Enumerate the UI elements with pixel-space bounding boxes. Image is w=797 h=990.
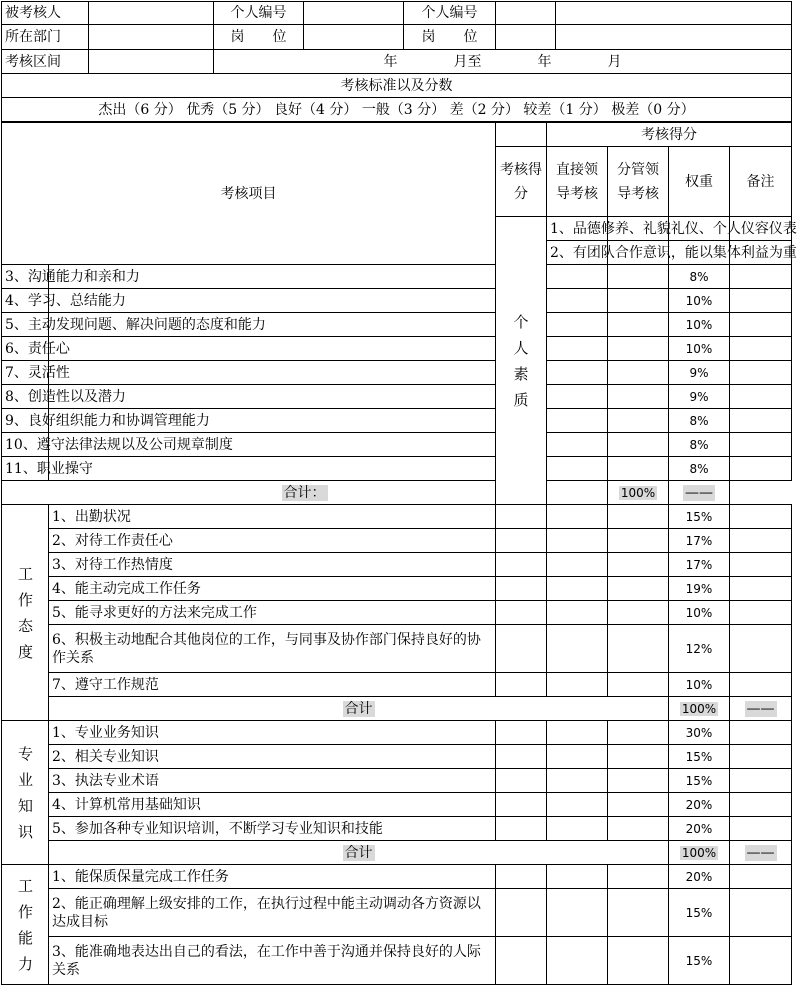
remark-cell[interactable] [730,601,792,625]
division-leader-score-cell[interactable] [608,601,669,625]
item-text: 3、沟通能力和亲和力 [2,265,49,289]
blank-cell[interactable] [556,25,792,50]
emp-no-field[interactable] [496,2,556,25]
weight-value: 10% [669,313,730,337]
table-row [2,745,792,769]
direct-leader-score-cell[interactable] [547,673,608,697]
division-leader-score-cell[interactable] [608,433,669,457]
table-row [2,793,792,817]
weight-value: 19% [669,577,730,601]
division-leader-score-cell[interactable] [608,865,669,889]
direct-leader-score-cell[interactable] [547,793,608,817]
self-score-cell[interactable] [496,625,547,673]
table-row [2,265,792,289]
item-text: 1、能保质保量完成工作任务 [49,865,496,889]
table-row [2,625,792,673]
division-leader-score-cell[interactable] [608,457,669,481]
direct-leader-score-cell[interactable] [547,457,608,481]
division-leader-score-cell[interactable] [608,529,669,553]
evaluatee-label: 被考核人 [2,2,89,25]
score-group-header: 考核得分 [547,123,792,147]
header-table [1,1,792,122]
division-leader-score-cell[interactable] [608,265,669,289]
table-row [2,889,792,937]
total-label: 合计 [344,844,373,861]
direct-leader-score-cell[interactable] [547,265,608,289]
table-row [2,313,792,337]
item-text: 7、遵守工作规范 [49,673,496,697]
self-score-cell[interactable] [496,793,547,817]
division-leader-score-cell[interactable] [608,409,669,433]
weight-value: 8% [669,265,730,289]
direct-leader-score-cell[interactable] [547,577,608,601]
item-text: 7、灵活性 [2,361,49,385]
direct-leader-score-cell[interactable] [547,337,608,361]
division-leader-header: 分管领导考核 [608,147,669,217]
direct-leader-score-cell[interactable] [547,625,608,673]
direct-leader-score-cell[interactable] [547,769,608,793]
table-row [2,553,792,577]
item-text: 4、学习、总结能力 [2,289,49,313]
weight-value: 15% [669,505,730,529]
remark-cell[interactable] [730,577,792,601]
self-score-cell[interactable] [496,865,547,889]
direct-leader-score-cell[interactable] [547,601,608,625]
remark-cell[interactable] [730,889,792,937]
section-label: 工作能力 [2,865,49,985]
self-score-cell[interactable] [496,553,547,577]
emp-no-label: 个人编号 [214,2,304,25]
item-text: 1、专业业务知识 [49,721,496,745]
direct-leader-header: 直接领导考核 [547,147,608,217]
weight-value: 17% [669,553,730,577]
self-score-cell[interactable] [496,505,547,529]
item-text: 1、品德修养、礼貌礼仪、个人仪容仪表 [547,217,608,241]
self-score-cell[interactable] [496,769,547,793]
weight-value: 10% [669,601,730,625]
table-row [2,865,792,889]
score-scale: 杰出（6 分） 优秀（5 分） 良好（4 分） 一般（3 分） 差（2 分） 较差（1 分） 极差（0 分） [2,98,792,122]
direct-leader-score-cell[interactable] [547,889,608,937]
remark-cell[interactable] [730,289,792,313]
weight-value: 10% [669,673,730,697]
self-score-cell[interactable] [496,601,547,625]
division-leader-score-cell[interactable] [608,721,669,745]
item-text: 2、对待工作责任心 [49,529,496,553]
direct-leader-score-cell[interactable] [547,385,608,409]
direct-leader-score-cell[interactable] [547,289,608,313]
self-score-cell[interactable] [496,745,547,769]
table-row [2,817,792,841]
direct-leader-score-cell[interactable] [547,865,608,889]
section-label: 专业知识 [2,721,49,865]
self-score-cell[interactable] [496,817,547,841]
direct-leader-score-cell[interactable] [547,745,608,769]
item-text: 10、遵守法律法规以及公司规章制度 [2,433,49,457]
remark-cell[interactable] [730,361,792,385]
item-text: 5、参加各种专业知识培训，不断学习专业知识和技能 [49,817,496,841]
division-leader-score-cell[interactable] [608,505,669,529]
division-leader-score-cell[interactable] [608,817,669,841]
weight-value: 15% [669,745,730,769]
self-score-header: 考核得分 [496,147,547,217]
table-row [2,457,792,481]
division-leader-score-cell[interactable] [608,625,669,673]
table-row [2,361,792,385]
table-row [2,937,792,985]
total-remark: —— [685,484,713,501]
item-text: 3、能准确地表达出自己的看法，在工作中善于沟通并保持良好的人际关系 [49,937,496,985]
direct-leader-score-cell[interactable] [547,505,608,529]
remark-cell[interactable] [730,721,792,745]
remark-cell[interactable] [730,457,792,481]
item-text: 5、主动发现问题、解决问题的态度和能力 [2,313,49,337]
item-text: 9、良好组织能力和协调管理能力 [2,409,49,433]
division-leader-score-cell[interactable] [608,385,669,409]
item-header: 考核项目 [2,123,496,265]
table-row [2,529,792,553]
item-text: 3、对待工作热情度 [49,553,496,577]
direct-leader-score-cell[interactable] [547,529,608,553]
remark-cell[interactable] [730,937,792,985]
direct-leader-score-cell[interactable] [547,409,608,433]
post-field[interactable] [304,25,404,50]
table-row [2,433,792,457]
self-score-cell[interactable] [49,457,496,481]
direct-leader-score-cell[interactable] [547,313,608,337]
dept-field[interactable] [89,25,214,50]
period-label: 考核区间 [2,50,89,74]
self-score-cell[interactable] [496,577,547,601]
division-leader-score-cell[interactable] [608,769,669,793]
table-row [2,673,792,697]
weight-value: 8% [669,433,730,457]
direct-leader-score-cell[interactable] [547,817,608,841]
remark-cell[interactable] [730,745,792,769]
post-label: 岗 位 [214,25,304,50]
total-weight: 100% [681,845,717,860]
weight-value: 9% [669,385,730,409]
item-text: 2、能正确理解上级安排的工作，在执行过程中能主动调动各方资源以达成目标 [49,889,496,937]
self-score-cell[interactable] [49,361,496,385]
division-leader-score-cell[interactable] [608,313,669,337]
weight-header: 权重 [669,147,730,217]
self-score-cell[interactable] [496,673,547,697]
weight-value: 10% [669,289,730,313]
self-score-cell[interactable] [496,529,547,553]
self-score-cell[interactable] [496,889,547,937]
weight-value: 8% [669,409,730,433]
division-leader-score-cell[interactable] [608,337,669,361]
total-remark: —— [746,700,775,717]
self-score-cell[interactable] [49,337,496,361]
remark-cell[interactable] [730,505,792,529]
item-text: 4、能主动完成工作任务 [49,577,496,601]
remark-cell[interactable] [730,313,792,337]
item-text: 4、计算机常用基础知识 [49,793,496,817]
total-label: 合计： [283,484,326,501]
period-range: 年 月至 年 月 [214,50,792,74]
emp-no-field[interactable] [304,2,404,25]
item-text: 5、能寻求更好的方法来完成工作 [49,601,496,625]
post-label: 岗 位 [404,25,496,50]
total-weight: 100% [681,701,717,716]
evaluation-table [1,122,797,985]
weight-value: 20% [669,865,730,889]
item-text: 3、执法专业术语 [49,769,496,793]
remark-cell[interactable] [730,673,792,697]
total-row [2,481,792,505]
remark-cell[interactable] [730,865,792,889]
dept-label: 所在部门 [2,25,89,50]
table-row [2,769,792,793]
direct-leader-score-cell[interactable] [547,937,608,985]
total-row [2,841,792,865]
division-leader-score-cell[interactable] [608,361,669,385]
section-label: 工作态度 [2,505,49,721]
period-start-field[interactable] [89,50,214,74]
section-label: 个人素质 [496,217,547,505]
total-row [2,697,792,721]
division-leader-score-cell[interactable] [608,793,669,817]
post-field[interactable] [496,25,556,50]
division-leader-score-cell[interactable] [608,553,669,577]
division-leader-score-cell[interactable] [608,745,669,769]
remark-cell[interactable] [730,433,792,457]
division-leader-score-cell[interactable] [608,889,669,937]
division-leader-score-cell[interactable] [608,289,669,313]
division-leader-score-cell[interactable] [608,673,669,697]
weight-value: 9% [669,361,730,385]
remark-cell[interactable] [730,793,792,817]
remark-cell[interactable] [730,553,792,577]
weight-value: 10% [669,337,730,361]
item-text: 8、创造性以及潜力 [2,385,49,409]
table-row [2,289,792,313]
evaluatee-field[interactable] [89,2,214,25]
table-row [2,409,792,433]
division-leader-score-cell[interactable] [608,577,669,601]
table-row [2,337,792,361]
total-label: 合计 [344,700,373,717]
table-row [2,385,792,409]
weight-value: 15% [669,937,730,985]
division-leader-score-cell[interactable] [608,937,669,985]
remark-cell[interactable] [730,385,792,409]
remark-cell[interactable] [730,337,792,361]
blank-cell[interactable] [556,2,792,25]
direct-leader-score-cell[interactable] [547,553,608,577]
table-row [2,577,792,601]
weight-value: 8% [669,457,730,481]
self-score-cell[interactable] [496,937,547,985]
direct-leader-score-cell[interactable] [547,433,608,457]
blank-cell [496,123,547,147]
remark-cell[interactable] [730,769,792,793]
table-row [2,601,792,625]
item-text: 2、有团队合作意识，能以集体利益为重 [547,241,608,265]
item-text: 11、职业操守 [2,457,49,481]
item-text: 1、出勤状况 [49,505,496,529]
remark-cell[interactable] [730,409,792,433]
table-row [2,505,792,529]
item-text: 6、积极主动地配合其他岗位的工作，与同事及协作部门保持良好的协作关系 [49,625,496,673]
weight-value: 15% [669,769,730,793]
total-weight: 100% [620,485,656,500]
weight-value: 15% [669,889,730,937]
weight-value: 20% [669,817,730,841]
direct-leader-score-cell[interactable] [547,721,608,745]
standard-title: 考核标准以及分数 [2,74,792,98]
remark-cell[interactable] [730,817,792,841]
table-row [2,721,792,745]
remark-header: 备注 [730,147,792,217]
item-text: 6、责任心 [2,337,49,361]
weight-value: 20% [669,793,730,817]
remark-cell[interactable] [730,265,792,289]
remark-cell[interactable] [730,529,792,553]
direct-leader-score-cell[interactable] [547,361,608,385]
weight-value: 17% [669,529,730,553]
self-score-cell[interactable] [496,721,547,745]
weight-value: 12% [669,625,730,673]
remark-cell[interactable] [730,625,792,673]
total-remark: —— [746,844,775,861]
item-text: 2、相关专业知识 [49,745,496,769]
emp-no-label: 个人编号 [404,2,496,25]
weight-value: 30% [669,721,730,745]
